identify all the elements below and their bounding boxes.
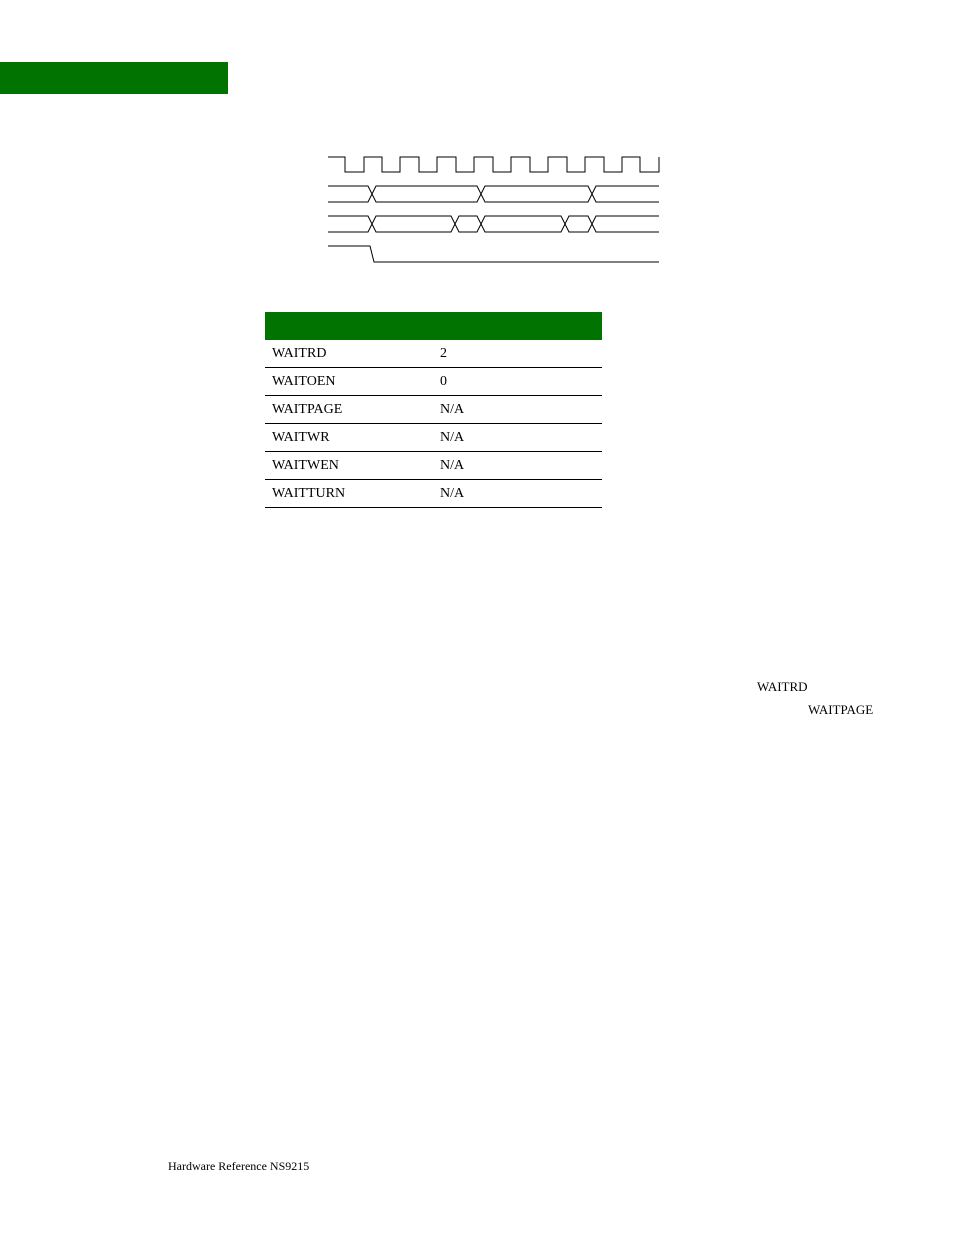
address-bus-bottom (328, 194, 659, 202)
param-value-cell: N/A (433, 396, 602, 424)
timing-diagram (320, 148, 670, 273)
table-row (265, 480, 602, 508)
table-row (265, 452, 602, 480)
table-row (265, 424, 602, 452)
address-bus-top (328, 186, 659, 194)
param-value-cell: N/A (433, 452, 602, 480)
param-value-cell: N/A (433, 480, 602, 508)
table-header-cell (265, 312, 433, 340)
param-name-cell: WAITPAGE (265, 396, 433, 424)
param-value-cell: N/A (433, 424, 602, 452)
clock-signal (328, 157, 659, 172)
body-text-waitpage: WAITPAGE (808, 702, 874, 717)
page-footer: Hardware Reference NS9215 (168, 1159, 310, 1173)
data-bus-top (328, 216, 659, 224)
table-header-row (265, 312, 602, 340)
chip-select-signal (328, 246, 659, 262)
table-header-cell (433, 312, 602, 340)
param-name-cell: WAITWEN (265, 452, 433, 480)
wait-state-table (265, 312, 602, 508)
param-name-cell: WAITOEN (265, 368, 433, 396)
param-name-cell: WAITTURN (265, 480, 433, 508)
table-row (265, 368, 602, 396)
body-text-waitrd: WAITRD (757, 679, 808, 694)
param-value-cell: 0 (433, 368, 602, 396)
param-name-cell: WAITRD (265, 340, 433, 368)
param-value-cell: 2 (433, 340, 602, 368)
data-bus-bottom (328, 224, 659, 232)
table-row (265, 396, 602, 424)
section-header-bar (0, 62, 228, 94)
param-name-cell: WAITWR (265, 424, 433, 452)
table-row (265, 340, 602, 368)
